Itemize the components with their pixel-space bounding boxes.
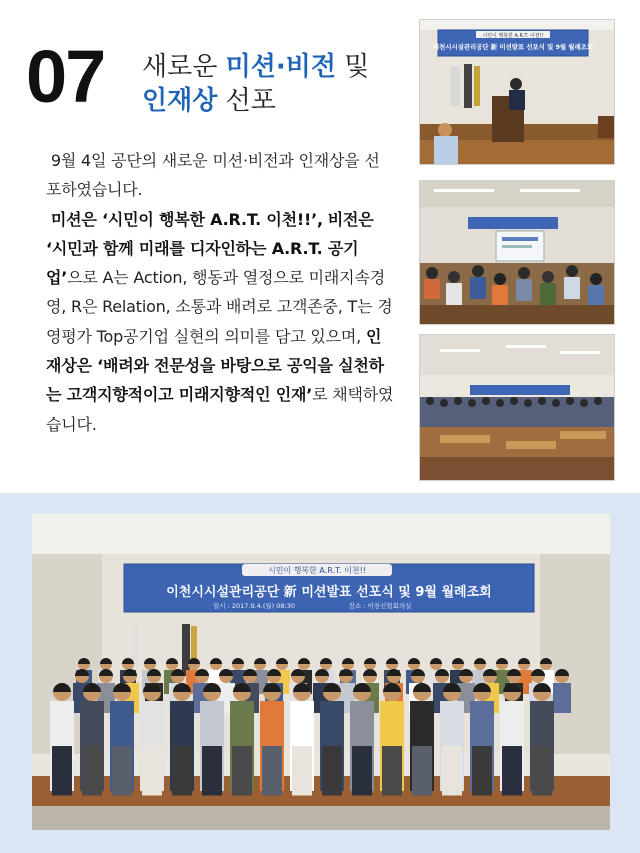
crowd-person-legs	[232, 746, 252, 796]
crowd-person-legs	[442, 746, 462, 796]
crowd-person-legs	[352, 746, 372, 796]
group-photo	[32, 514, 610, 830]
crowd-person-legs	[502, 746, 522, 796]
group-banner-date: 일시 : 2017.9.4.(월) 08:30	[212, 602, 296, 610]
photo1-banner-main: 이천시시설관리공단 新 미션발표 선포식 및 9월 월례조회	[433, 43, 593, 51]
crowd-person-legs	[202, 746, 222, 796]
crowd-person-legs	[112, 746, 132, 796]
photo-audience-seated	[419, 180, 615, 325]
group-banner-place: 장소 : 이천신협회의실	[348, 602, 412, 610]
intro-paragraph: 9월 4일 공단의 새로운 미션·비전과 인재상을 선포하였습니다.	[46, 151, 380, 200]
title-suffix-2: 선포	[217, 86, 276, 116]
title-line-1	[142, 50, 369, 84]
crowd-person-legs	[532, 746, 552, 796]
page-title	[142, 50, 369, 118]
photo1-banner-small: 시민이 행복한 A.R.T. 이천!!	[482, 33, 544, 39]
section-number: 07	[26, 35, 105, 118]
vision-statement: 비전은 ‘시민과 함께 미래를 디자인하는 A.R.T. 공기업’	[46, 209, 374, 288]
crowd-person-body	[553, 683, 571, 713]
crowd-person-legs	[292, 746, 312, 796]
talent-statement: 인재상은 ‘배려와 전문성을 바탕으로 공익을 실천하는 고객지향적이고 미래지향적인 인재’	[46, 326, 384, 405]
vision-description: 으로 A는 Action, 행동과 열정으로 미래지속경영, R은 Relation, 소통과 배려로 고객존중, T는 경영평가 Top공기업 실현의 의미를 담고 있으며,	[46, 268, 393, 346]
title-highlight-mission-vision: 미션·비전	[225, 52, 336, 82]
crowd-person-legs	[412, 746, 432, 796]
crowd-person-legs	[322, 746, 342, 796]
title-prefix: 새로운	[142, 52, 226, 82]
crowd-person-legs	[472, 746, 492, 796]
talent-closing: 로 채택하였습니다.	[46, 385, 394, 434]
crowd-person-legs	[142, 746, 162, 796]
mission-paragraph	[46, 205, 394, 439]
crowd-person-legs	[262, 746, 282, 796]
crowd-person-legs	[382, 746, 402, 796]
mission-statement: 미션은 ‘시민이 행복한 A.R.T. 이천!!’,	[50, 209, 323, 229]
group-banner-small: 시민이 행복한 A.R.T. 이천!!	[267, 566, 367, 575]
title-highlight-talent: 인재상	[142, 86, 218, 116]
title-suffix: 및	[335, 52, 370, 82]
photo-hall-wide	[419, 334, 615, 481]
article-body	[46, 146, 394, 439]
group-banner-main: 이천시시설관리공단 新 미션발표 선포식 및 9월 월례조회	[166, 585, 492, 600]
crowd-person-legs	[172, 746, 192, 796]
crowd-person-legs	[52, 746, 72, 796]
crowd-person-legs	[82, 746, 102, 796]
photo-speaker-podium	[419, 19, 615, 165]
title-line-2	[142, 84, 369, 118]
